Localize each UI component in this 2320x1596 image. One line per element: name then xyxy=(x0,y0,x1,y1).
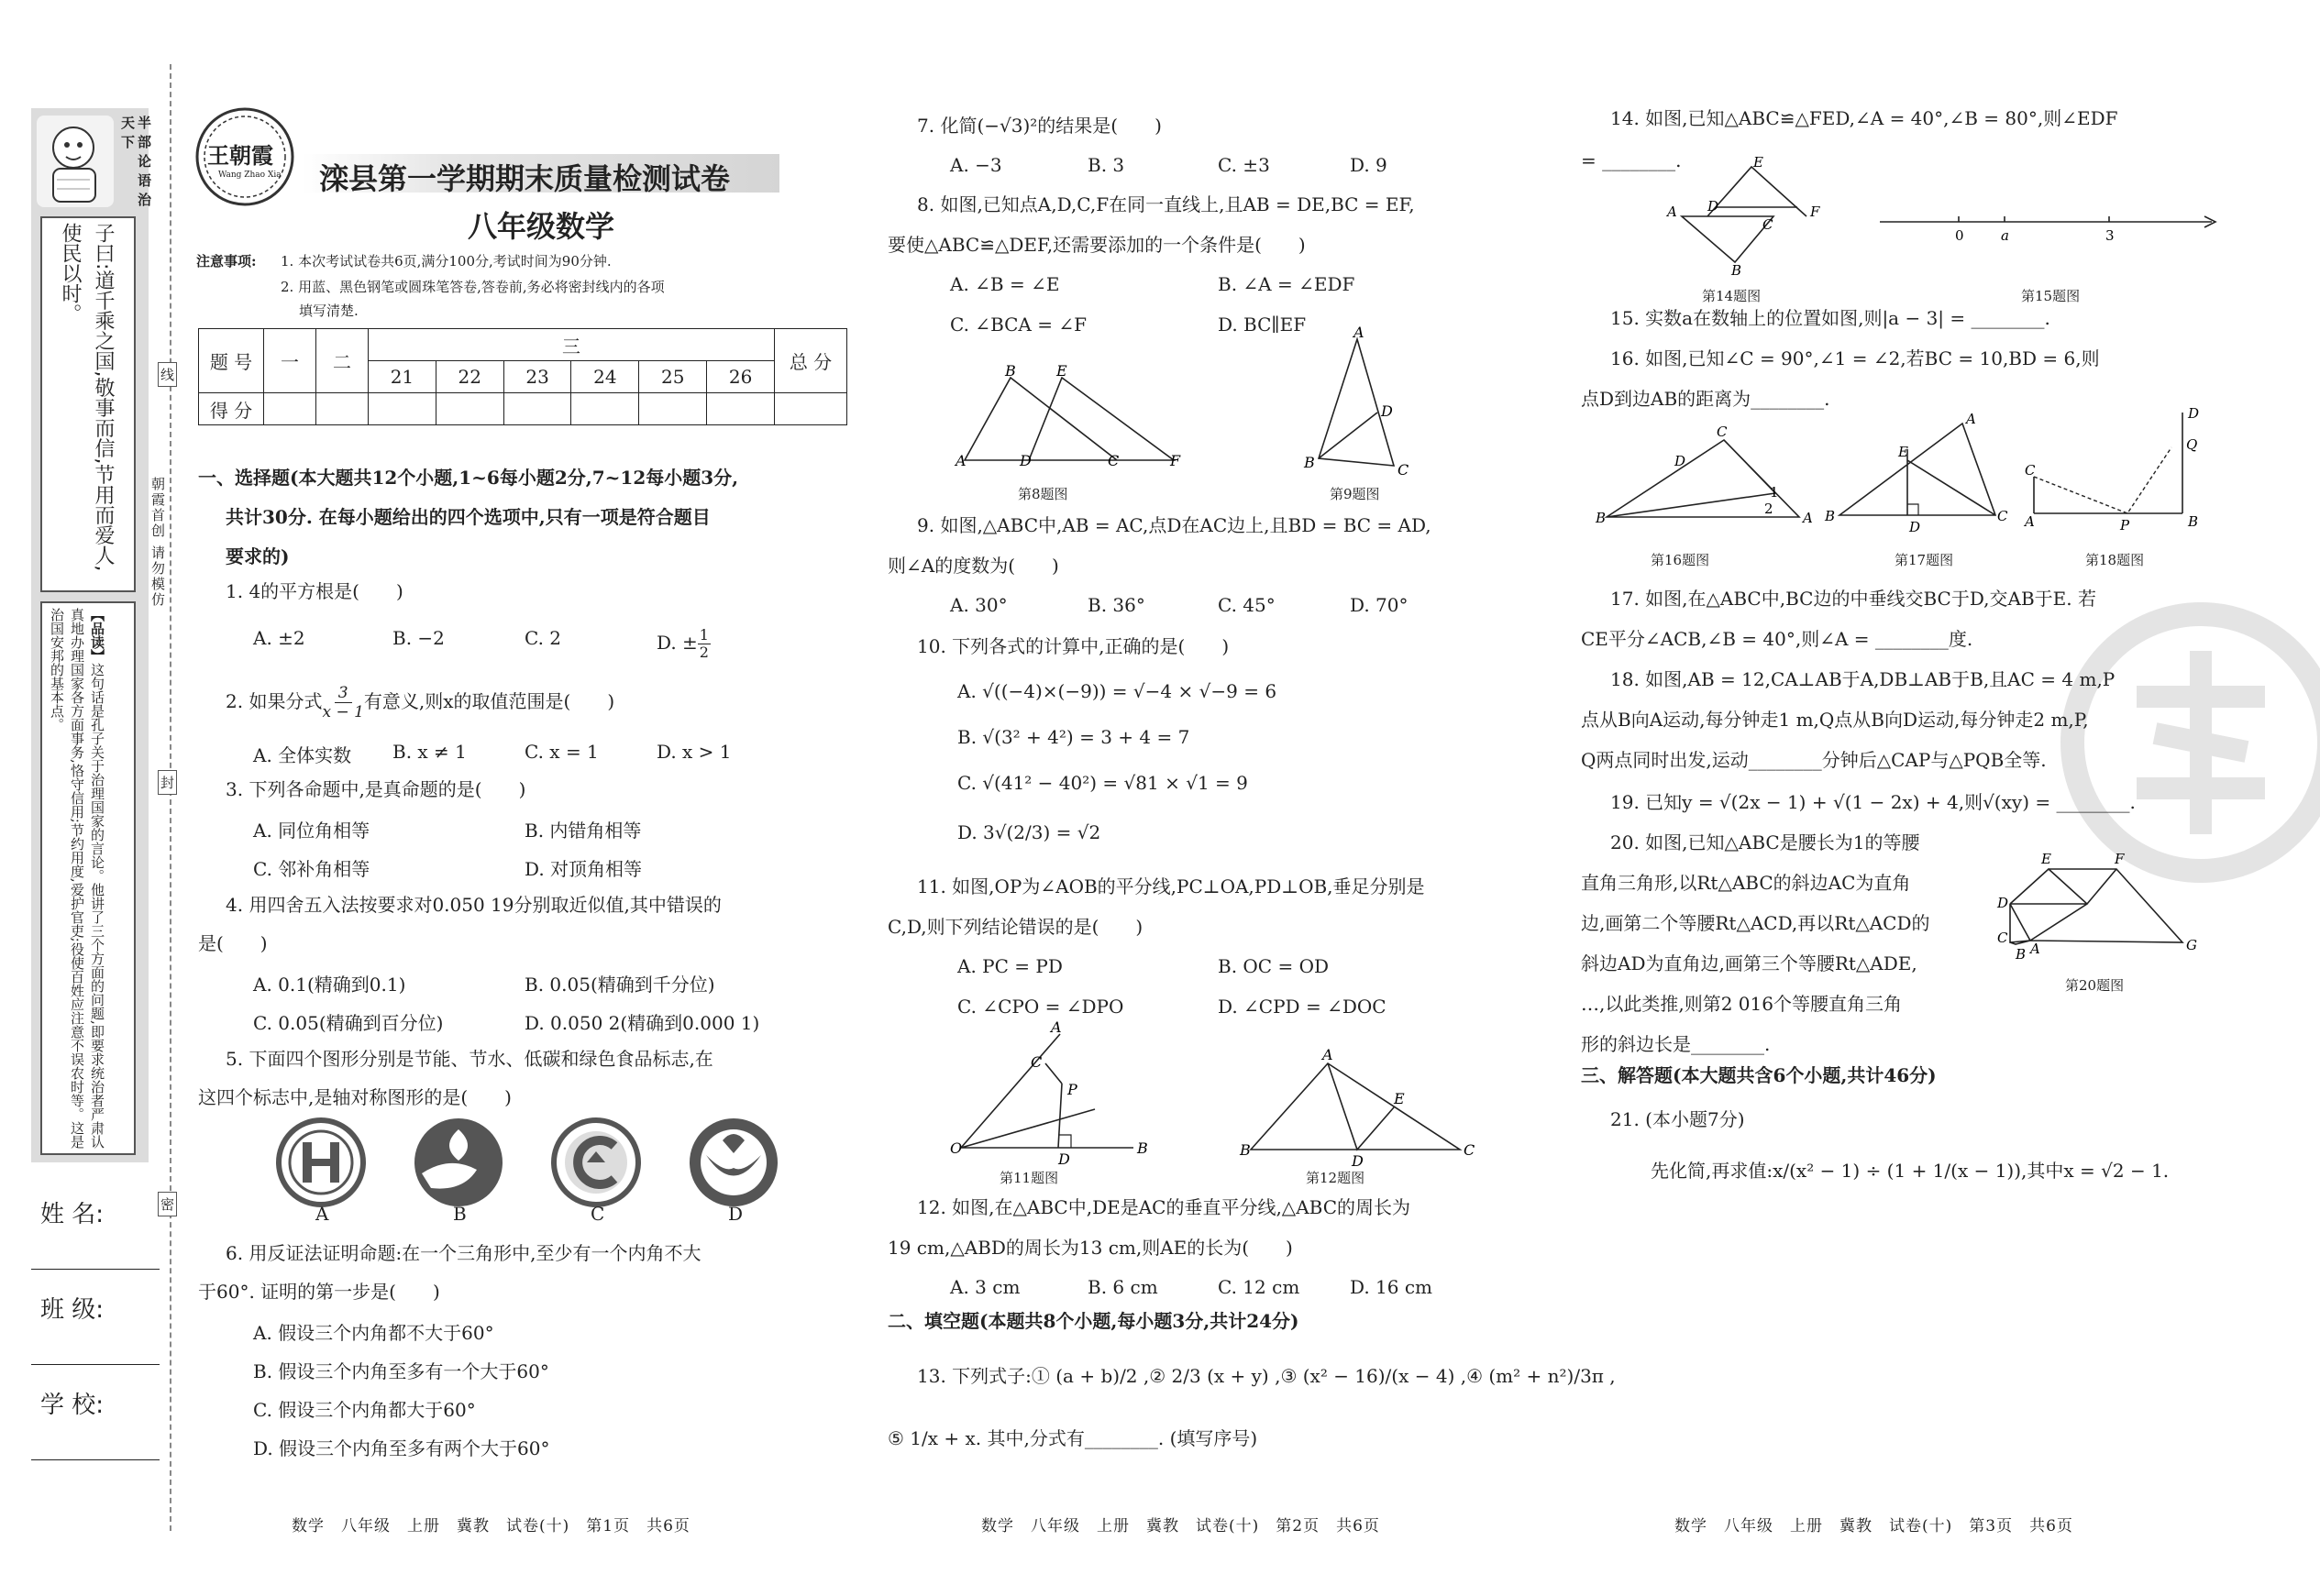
svg-text:a: a xyxy=(2001,227,2009,244)
child-reading-icon xyxy=(37,116,114,207)
q2-option-d[interactable]: D. x > 1 xyxy=(657,741,732,763)
q8-stem: 8. 如图,已知点A,D,C,F在同一直线上,且AB = DE,BC = EF, xyxy=(917,193,1415,215)
svg-text:C: C xyxy=(1108,452,1120,469)
svg-text:E: E xyxy=(1394,1090,1405,1107)
svg-text:0: 0 xyxy=(1955,227,1964,244)
q15-stem: 15. 实数a在数轴上的位置如图,则|a − 3| = ________. xyxy=(1610,307,2050,329)
svg-text:B: B xyxy=(1137,1139,1148,1157)
q8-stem-2: 要使△ABC≌△DEF,还需要添加的一个条件是( ) xyxy=(888,234,1306,256)
q10-option-c[interactable]: C. √(41² − 40²) = √81 × √1 = 9 xyxy=(957,772,1248,794)
q8-option-a[interactable]: A. ∠B = ∠E xyxy=(950,273,1060,295)
name-label: 姓 名: xyxy=(40,1201,105,1228)
svg-text:F: F xyxy=(2115,851,2125,867)
sidebar-avatar xyxy=(37,116,114,207)
col-23: 23 xyxy=(503,361,571,393)
q6-stem: 6. 用反证法证明命题:在一个三角形中,至少有一个内角不大 xyxy=(226,1242,702,1264)
q18-stem: 18. 如图,AB = 12,CA⊥AB于A,DB⊥AB于B,且AC = 4 m,P xyxy=(1610,668,2116,690)
svg-text:D: D xyxy=(1674,453,1686,469)
notice-2: 2. 用蓝、黑色钢笔或圆珠笔答卷,答卷前,务必将密封线内的各项 xyxy=(281,279,665,295)
q13-stem-2: ⑤ 1/x + x. 其中,分式有________. (填写序号) xyxy=(888,1427,1258,1449)
svg-text:P: P xyxy=(2120,517,2130,534)
q5-label-d: D xyxy=(728,1203,744,1225)
col-24: 24 xyxy=(571,361,639,393)
svg-text:O: O xyxy=(950,1139,963,1157)
q6-option-c[interactable]: C. 假设三个内角都大于60° xyxy=(253,1399,476,1421)
q5-label-a: A xyxy=(315,1203,329,1225)
q5-label-b: B xyxy=(453,1203,467,1225)
svg-text:B: B xyxy=(2016,946,2027,963)
figure-20-caption: 第20题图 xyxy=(2065,977,2125,994)
q9-option-c[interactable]: C. 45° xyxy=(1218,594,1276,616)
logo-sub: Wang Zhao Xia xyxy=(218,171,282,180)
figure-18 xyxy=(2025,403,2208,534)
exam-title: 滦县第一学期期末质量检测试卷 xyxy=(319,161,731,196)
svg-text:B: B xyxy=(1731,262,1742,279)
col-total: 总 分 xyxy=(775,329,847,393)
q14-stem-2: = ________. xyxy=(1581,149,1682,171)
col-22: 22 xyxy=(436,361,503,393)
figure-12-caption: 第12题图 xyxy=(1306,1170,1365,1186)
svg-text:C: C xyxy=(1997,508,2008,524)
q20-line-2: 直角三角形,以Rt△ABC的斜边AC为直角 xyxy=(1581,872,1911,894)
q6-option-b[interactable]: B. 假设三个内角至多有一个大于60° xyxy=(253,1360,549,1382)
q7-option-b[interactable]: B. 3 xyxy=(1088,154,1125,176)
svg-text:A: A xyxy=(1051,1018,1062,1036)
q21-stem: 21. (本小题7分) xyxy=(1610,1108,1745,1130)
q9-option-b[interactable]: B. 36° xyxy=(1088,594,1145,616)
svg-text:3: 3 xyxy=(2105,227,2115,244)
svg-text:A: A xyxy=(1667,204,1677,220)
section-2-header: 二、填空题(本题共8个小题,每小题3分,共计24分) xyxy=(888,1310,1299,1332)
q14-stem: 14. 如图,已知△ABC≌△FED,∠A = 40°,∠B = 80°,则∠EDF xyxy=(1610,107,2118,129)
figure-12 xyxy=(1240,1046,1478,1170)
q12-option-a[interactable]: A. 3 cm xyxy=(950,1276,1021,1298)
seal-char-3: 密 xyxy=(158,1192,177,1216)
figure-15-caption: 第15题图 xyxy=(2021,288,2081,304)
score-cell[interactable] xyxy=(639,393,707,425)
col-1: 一 xyxy=(264,329,316,393)
school-field[interactable] xyxy=(31,1459,160,1460)
col-2: 二 xyxy=(316,329,369,393)
sidebar-comment-title: 【品读】 xyxy=(89,608,105,663)
q4-option-a[interactable]: A. 0.1(精确到0.1) xyxy=(253,974,406,996)
svg-text:D: D xyxy=(1352,1152,1364,1170)
svg-text:B: B xyxy=(1005,362,1016,380)
q20-line-4: 斜边AD为直角边,画第三个等腰Rt△ADE, xyxy=(1581,952,1917,974)
q12-stem: 12. 如图,在△ABC中,DE是AC的垂直平分线,△ABC的周长为 xyxy=(917,1196,1411,1218)
q1-d-prefix: D. ± xyxy=(657,632,698,654)
q2-stem xyxy=(226,684,614,721)
seal-line xyxy=(170,64,171,1531)
q8-option-b[interactable]: B. ∠A = ∠EDF xyxy=(1218,273,1355,295)
energy-saving-logo xyxy=(279,1120,363,1205)
svg-text:C: C xyxy=(1031,1053,1043,1071)
figure-8-caption: 第8题图 xyxy=(1018,486,1068,502)
figure-8 xyxy=(954,362,1210,469)
svg-text:2: 2 xyxy=(1764,501,1773,517)
seal-char-2: 封 xyxy=(158,770,177,795)
q3-option-a[interactable]: A. 同位角相等 xyxy=(253,820,370,842)
q3-stem: 3. 下列各命题中,是真命题的是( ) xyxy=(226,778,526,800)
q2-option-a[interactable]: A. 全体实数 xyxy=(253,744,352,766)
svg-text:A: A xyxy=(1966,411,1976,427)
q16-stem-2: 点D到边AB的距离为________. xyxy=(1581,388,1830,410)
col-3: 三 xyxy=(369,329,775,361)
svg-text:A: A xyxy=(956,452,967,469)
footer-page-1: 数学 八年级 上册 冀教 试卷(十) 第1页 共6页 xyxy=(292,1517,690,1535)
svg-text:P: P xyxy=(1067,1081,1077,1098)
footer-page-3: 数学 八年级 上册 冀教 试卷(十) 第3页 共6页 xyxy=(1674,1517,2073,1535)
figure-11 xyxy=(950,1018,1170,1168)
q2-num: 3 xyxy=(335,684,352,703)
q10-option-d[interactable]: D. 3√(2/3) = √2 xyxy=(957,821,1101,843)
q9-stem: 9. 如图,△ABC中,AB = AC,点D在AC边上,且BD = BC = AD, xyxy=(917,514,1431,536)
class-label: 班 级: xyxy=(40,1296,105,1324)
svg-text:A: A xyxy=(1322,1046,1333,1063)
q2-den: x − 1 xyxy=(322,703,364,721)
q5-stem-2: 这四个标志中,是轴对称图形的是( ) xyxy=(198,1086,512,1108)
q9-stem-2: 则∠A的度数为( ) xyxy=(888,555,1059,577)
notice-1: 1. 本次考试试卷共6页,满分100分,考试时间为90分钟. xyxy=(281,253,612,270)
svg-text:C: C xyxy=(1717,424,1728,440)
svg-text:E: E xyxy=(1898,444,1908,460)
q20-line-5: …,以此类推,则第2 016个等腰直角三角 xyxy=(1581,993,1902,1015)
q11-option-a[interactable]: A. PC = PD xyxy=(957,955,1063,977)
svg-text:D: D xyxy=(1381,402,1393,420)
q6-option-a[interactable]: A. 假设三个内角都不大于60° xyxy=(253,1322,494,1344)
score-cell[interactable] xyxy=(775,393,847,425)
figure-15 xyxy=(1874,202,2223,257)
svg-text:A: A xyxy=(1353,324,1364,341)
score-cell[interactable] xyxy=(707,393,775,425)
q1-option-c[interactable]: C. 2 xyxy=(525,627,562,649)
q8-option-d[interactable]: D. BC∥EF xyxy=(1218,314,1307,336)
section-1-line-3: 要求的) xyxy=(226,545,290,567)
figure-17 xyxy=(1825,411,2008,535)
q2-pre: 2. 如果分式 xyxy=(226,690,323,712)
svg-text:E: E xyxy=(1056,362,1067,380)
svg-text:C: C xyxy=(1997,930,2008,946)
score-cell[interactable] xyxy=(436,393,503,425)
svg-text:E: E xyxy=(2041,851,2051,867)
svg-text:F: F xyxy=(1170,452,1181,469)
svg-text:B: B xyxy=(1596,510,1607,526)
score-cell[interactable] xyxy=(264,393,316,425)
figure-17-caption: 第17题图 xyxy=(1895,552,1954,568)
q3-option-b[interactable]: B. 内错角相等 xyxy=(525,820,642,842)
section-1-line-2: 共计30分. 在每小题给出的四个选项中,只有一项是符合题目 xyxy=(226,506,711,528)
q19-stem: 19. 已知y = √(2x − 1) + √(1 − 2x) + 4,则√(xy) = ________. xyxy=(1610,791,2136,813)
q1-option-d[interactable] xyxy=(657,627,711,661)
sidebar xyxy=(31,108,152,1162)
q11-stem: 11. 如图,OP为∠AOB的平分线,PC⊥OA,PD⊥OB,垂足分别是 xyxy=(917,875,1425,897)
q18-stem-2: 点从B向A运动,每分钟走1 m,Q点从B向D运动,每分钟走2 m,P, xyxy=(1581,709,2089,731)
svg-text:E: E xyxy=(1753,154,1763,171)
q11-option-c[interactable]: C. ∠CPO = ∠DPO xyxy=(957,996,1124,1018)
q7-stem: 7. 化简(−√3)²的结果是( ) xyxy=(917,115,1162,137)
row-label-score: 得 分 xyxy=(199,393,264,425)
q3-option-c[interactable]: C. 邻补角相等 xyxy=(253,858,370,880)
q5-stem: 5. 下面四个图形分别是节能、节水、低碳和绿色食品标志,在 xyxy=(226,1048,713,1070)
class-field[interactable] xyxy=(31,1364,160,1365)
figure-20 xyxy=(1995,851,2206,961)
figure-16 xyxy=(1596,422,1825,532)
svg-text:C: C xyxy=(1464,1141,1475,1159)
q2-option-b[interactable]: B. x ≠ 1 xyxy=(392,741,467,763)
name-field[interactable] xyxy=(31,1269,160,1270)
svg-text:D: D xyxy=(1020,452,1032,469)
svg-text:A: A xyxy=(1803,510,1813,526)
q17-stem-2: CE平分∠ACB,∠B = 40°,则∠A = ________度. xyxy=(1581,628,1973,650)
q7-option-d[interactable]: D. 9 xyxy=(1350,154,1387,176)
figure-11-caption: 第11题图 xyxy=(1000,1170,1059,1186)
section-3-header: 三、解答题(本大题共含6个小题,共计46分) xyxy=(1581,1064,1937,1086)
notice-3: 填写清楚. xyxy=(299,303,359,319)
q11-stem-2: C,D,则下列结论错误的是( ) xyxy=(888,916,1143,938)
q16-stem: 16. 如图,已知∠C = 90°,∠1 = ∠2,若BC = 10,BD = 6,则 xyxy=(1610,347,2100,369)
q1-stem: 1. 4的平方根是( ) xyxy=(226,580,403,602)
svg-text:C: C xyxy=(2025,462,2036,479)
score-cell[interactable] xyxy=(369,393,436,425)
svg-text:B: B xyxy=(2188,513,2199,530)
svg-text:A: A xyxy=(2025,513,2035,530)
q4-stem: 4. 用四舍五入法按要求对0.050 19分别取近似值,其中错误的 xyxy=(226,894,722,916)
school-label: 学 校: xyxy=(40,1392,105,1419)
figure-18-caption: 第18题图 xyxy=(2085,552,2145,568)
figure-16-caption: 第16题图 xyxy=(1651,552,1710,568)
q12-stem-2: 19 cm,△ABD的周长为13 cm,则AE的长为( ) xyxy=(888,1237,1293,1259)
svg-text:1: 1 xyxy=(1770,484,1779,501)
exam-subtitle: 八年级数学 xyxy=(468,209,615,244)
q10-stem: 10. 下列各式的计算中,正确的是( ) xyxy=(917,635,1230,657)
col-25: 25 xyxy=(639,361,707,393)
sidebar-quote-box xyxy=(40,216,136,592)
col-26: 26 xyxy=(707,361,775,393)
svg-text:B: B xyxy=(1825,508,1836,524)
q9-option-a[interactable]: A. 30° xyxy=(950,594,1008,616)
q11-option-b[interactable]: B. OC = OD xyxy=(1218,955,1330,977)
q10-option-a[interactable]: A. √((−4)×(−9)) = √−4 × √−9 = 6 xyxy=(957,680,1277,702)
q10-option-b[interactable]: B. √(3² + 4²) = 3 + 4 = 7 xyxy=(957,726,1190,748)
sidebar-quote: 子曰:道千乘之国,敬事而信,节用而爱人,使民以时。 xyxy=(59,223,115,572)
q4-option-b[interactable]: B. 0.05(精确到千分位) xyxy=(525,974,715,996)
q18-stem-3: Q两点同时出发,运动________分钟后△CAP与△PQB全等. xyxy=(1581,749,2047,771)
q12-option-b[interactable]: B. 6 cm xyxy=(1088,1276,1158,1298)
svg-text:D: D xyxy=(1058,1150,1070,1168)
row-label-number: 题 号 xyxy=(199,329,264,393)
q12-option-d[interactable]: D. 16 cm xyxy=(1350,1276,1433,1298)
score-cell[interactable] xyxy=(571,393,639,425)
q5-logos xyxy=(266,1109,889,1219)
q1-option-a[interactable]: A. ±2 xyxy=(253,627,305,649)
green-food-logo xyxy=(690,1118,778,1206)
q9-option-d[interactable]: D. 70° xyxy=(1350,594,1409,616)
svg-text:C: C xyxy=(1398,461,1409,479)
notice-label: 注意事项: xyxy=(196,253,257,270)
svg-text:D: D xyxy=(1909,519,1921,535)
section-1-header xyxy=(198,458,822,577)
svg-text:D: D xyxy=(1997,895,2009,911)
svg-text:D: D xyxy=(1707,198,1719,215)
q12-option-c[interactable]: C. 12 cm xyxy=(1218,1276,1300,1298)
sidebar-comment-text: 这句话是孔子关于治理国家的言论。他讲了三个方面的问题,即要求统治者严肃认真地办理国家各方面事务,恪守信用;节约用度,爱护官吏;役使百姓应注意不误农时等。这是治国安邦的基本点。 xyxy=(49,608,105,1149)
svg-text:F: F xyxy=(1810,204,1820,220)
q4-option-c[interactable]: C. 0.05(精确到百分位) xyxy=(253,1012,444,1034)
q20-line-6: 形的斜边长是________. xyxy=(1581,1033,1771,1055)
q6-option-d[interactable]: D. 假设三个内角至多有两个大于60° xyxy=(253,1437,550,1459)
score-cell[interactable] xyxy=(503,393,571,425)
q3-option-d[interactable]: D. 对顶角相等 xyxy=(525,858,643,880)
q8-option-c[interactable]: C. ∠BCA = ∠F xyxy=(950,314,1087,336)
water-saving-logo xyxy=(414,1118,503,1206)
sidebar-comment xyxy=(42,603,112,1153)
q6-stem-2: 于60°. 证明的第一步是( ) xyxy=(198,1281,440,1303)
figure-14 xyxy=(1660,154,1862,279)
q2-post: 有意义,则x的取值范围是( ) xyxy=(363,690,615,712)
figure-9 xyxy=(1302,324,1431,479)
q1-d-num: 1 xyxy=(699,626,709,644)
col-21: 21 xyxy=(369,361,436,393)
q2-option-c[interactable]: C. x = 1 xyxy=(525,741,599,763)
section-1-line-1: 一、选择题(本大题共12个小题,1~6每小题2分,7~12每小题3分, xyxy=(198,467,739,489)
seal-note: 朝霞首创 请勿模仿 xyxy=(149,477,166,608)
footer-page-2: 数学 八年级 上册 冀教 试卷(十) 第2页 共6页 xyxy=(981,1517,1380,1535)
svg-text:B: B xyxy=(1240,1141,1251,1159)
q1-d-den: 2 xyxy=(699,644,709,661)
sidebar-comment-box xyxy=(40,601,136,1155)
seal-char-1: 线 xyxy=(158,362,177,387)
score-cell[interactable] xyxy=(316,393,369,425)
low-carbon-logo xyxy=(554,1120,638,1205)
svg-text:D: D xyxy=(2188,405,2200,422)
q5-label-c: C xyxy=(591,1203,605,1225)
q4-stem-2: 是( ) xyxy=(198,932,268,954)
q20-line-3: 边,画第二个等腰Rt△ACD,再以Rt△ACD的 xyxy=(1581,912,1930,934)
q7-option-c[interactable]: C. ±3 xyxy=(1218,154,1270,176)
q13-stem: 13. 下列式子:① (a + b)/2 ,② 2/3 (x + y) ,③ (x² − 16)/(x − 4) ,④ (m² + n²)/3π , xyxy=(917,1365,1616,1387)
q20-line-1: 20. 如图,已知△ABC是腰长为1的等腰 xyxy=(1610,831,1920,853)
svg-text:C: C xyxy=(1762,216,1773,233)
q17-stem: 17. 如图,在△ABC中,BC边的中垂线交BC于D,交AB于E. 若 xyxy=(1610,588,2096,610)
q4-option-d[interactable]: D. 0.050 2(精确到0.000 1) xyxy=(525,1012,760,1034)
q7-option-a[interactable]: A. −3 xyxy=(950,154,1002,176)
svg-text:Q: Q xyxy=(2186,436,2198,453)
logo xyxy=(194,106,295,207)
score-table xyxy=(198,328,847,425)
figure-9-caption: 第9题图 xyxy=(1330,486,1380,502)
sidebar-motto: 半部论语治天下 xyxy=(119,116,152,212)
svg-text:B: B xyxy=(1304,454,1315,471)
svg-text:A: A xyxy=(2030,941,2040,957)
q21-body: 先化简,再求值:x/(x² − 1) ÷ (1 + 1/(x − 1)),其中x = √2 − 1. xyxy=(1651,1160,2170,1182)
q11-option-d[interactable]: D. ∠CPD = ∠DOC xyxy=(1218,996,1386,1018)
svg-text:G: G xyxy=(2186,937,2197,953)
logo-text: 王朝霞 xyxy=(207,142,273,169)
q1-option-b[interactable]: B. −2 xyxy=(392,627,445,649)
figure-14-caption: 第14题图 xyxy=(1702,288,1762,304)
